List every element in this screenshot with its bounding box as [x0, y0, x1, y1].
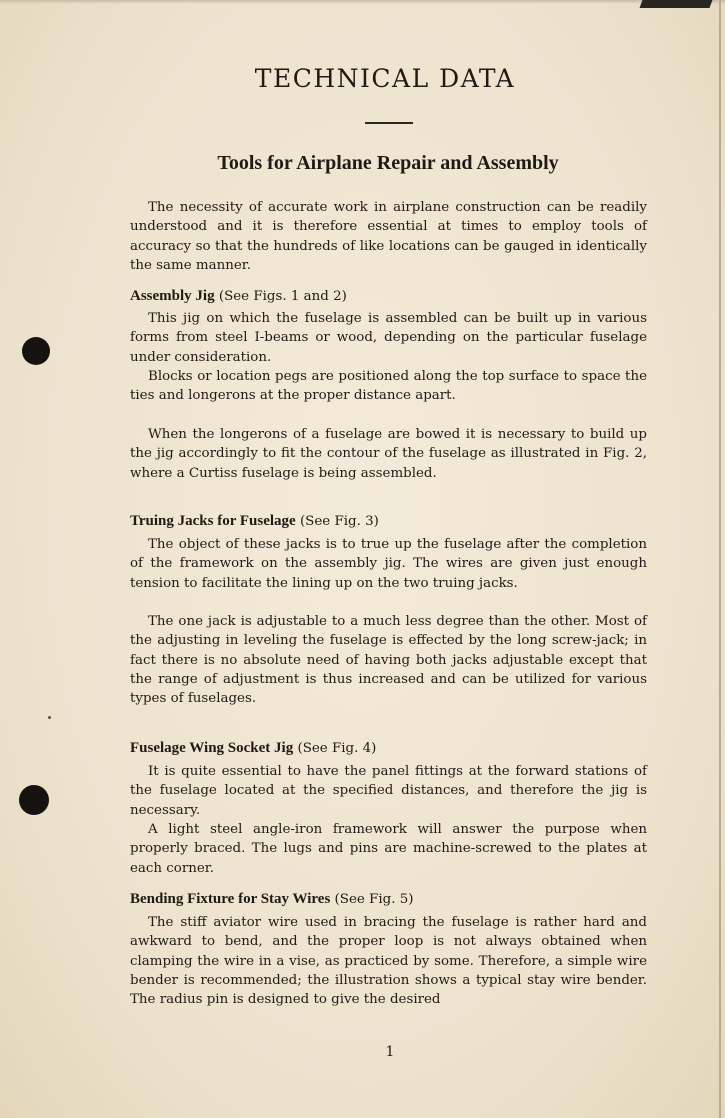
page-subtitle: Tools for Airplane Repair and Assembly: [217, 152, 559, 174]
section-paragraph: A light steel angle-iron framework will answer the purpose when properly braced. The lugs and pins are machine-screwed to the plates at each corner.: [130, 822, 647, 876]
section-heading: [130, 890, 647, 909]
section-heading-title: Assembly Jig: [130, 288, 215, 304]
section-heading-title: Fuselage Wing Socket Jig: [130, 740, 294, 756]
section-heading: [130, 512, 647, 531]
section-paragraph: Blocks or location pegs are positioned along the top surface to space the ties and longerons at the proper distance apart.: [130, 369, 647, 404]
section-paragraph: The object of these jacks is to true up the fuselage after the completion of the framework on the assembly jig. The wires are given just enough tension to facilitate the lining up on the two truing jacks.: [130, 537, 647, 591]
section-heading-ref: (See Figs. 1 and 2): [214, 289, 347, 304]
section-heading-ref: (See Fig. 5): [330, 892, 414, 907]
paper-speck: [48, 716, 51, 719]
punch-hole: [22, 337, 50, 365]
page-title: TECHNICAL DATA: [254, 64, 516, 93]
section-paragraph: This jig on which the fuselage is assembled can be built up in various forms from steel I-beams or wood, depending on the particular fuselage under consideration.: [130, 311, 647, 365]
section-paragraph: When the longerons of a fuselage are bowed it is necessary to build up the jig accordingly to fit the contour of the fuselage as illustrated in Fig. 2, where a Curtiss fuselage is being assembled.: [130, 427, 647, 481]
punch-hole: [19, 785, 49, 815]
page-number: 1: [385, 1044, 395, 1060]
section-heading: [130, 739, 647, 758]
section-paragraph: The stiff aviator wire used in bracing the fuselage is rather hard and awkward to bend, and the proper loop is not always obtained when clamping the wire in a vise, as practiced by some. Therefore, a simple wire bender is recommended; the illustration shows a typical stay wire bender. The radius pin is designed to give the desired: [130, 915, 647, 1008]
section-paragraph: The one jack is adjustable to a much less degree than the other. Most of the adjusting in leveling the fuselage is effected by the long screw-jack; in fact there is no absolute need of having both jacks adjustable except that the range of adjustment is thus increased and can be utilized for various types of fuselages.: [130, 614, 647, 707]
page-top-edge: [0, 0, 725, 4]
section-heading: [130, 287, 647, 306]
section-heading-ref: (See Fig. 3): [295, 514, 379, 529]
section-heading-title: Bending Fixture for Stay Wires: [130, 891, 331, 907]
intro-paragraph: The necessity of accurate work in airplane construction can be readily understood and it is therefore essential at times to employ tools of accuracy so that the hundreds of like locations can be gauged in identically the same manner.: [130, 200, 647, 273]
section-heading-title: Truing Jacks for Fuselage: [130, 513, 296, 529]
binding-tab: [640, 0, 713, 8]
section-heading-ref: (See Fig. 4): [293, 741, 377, 756]
title-divider: [365, 122, 413, 124]
section-paragraph: It is quite essential to have the panel fittings at the forward stations of the fuselage located at the specified distances, and therefore the jig is necessary.: [130, 764, 647, 818]
